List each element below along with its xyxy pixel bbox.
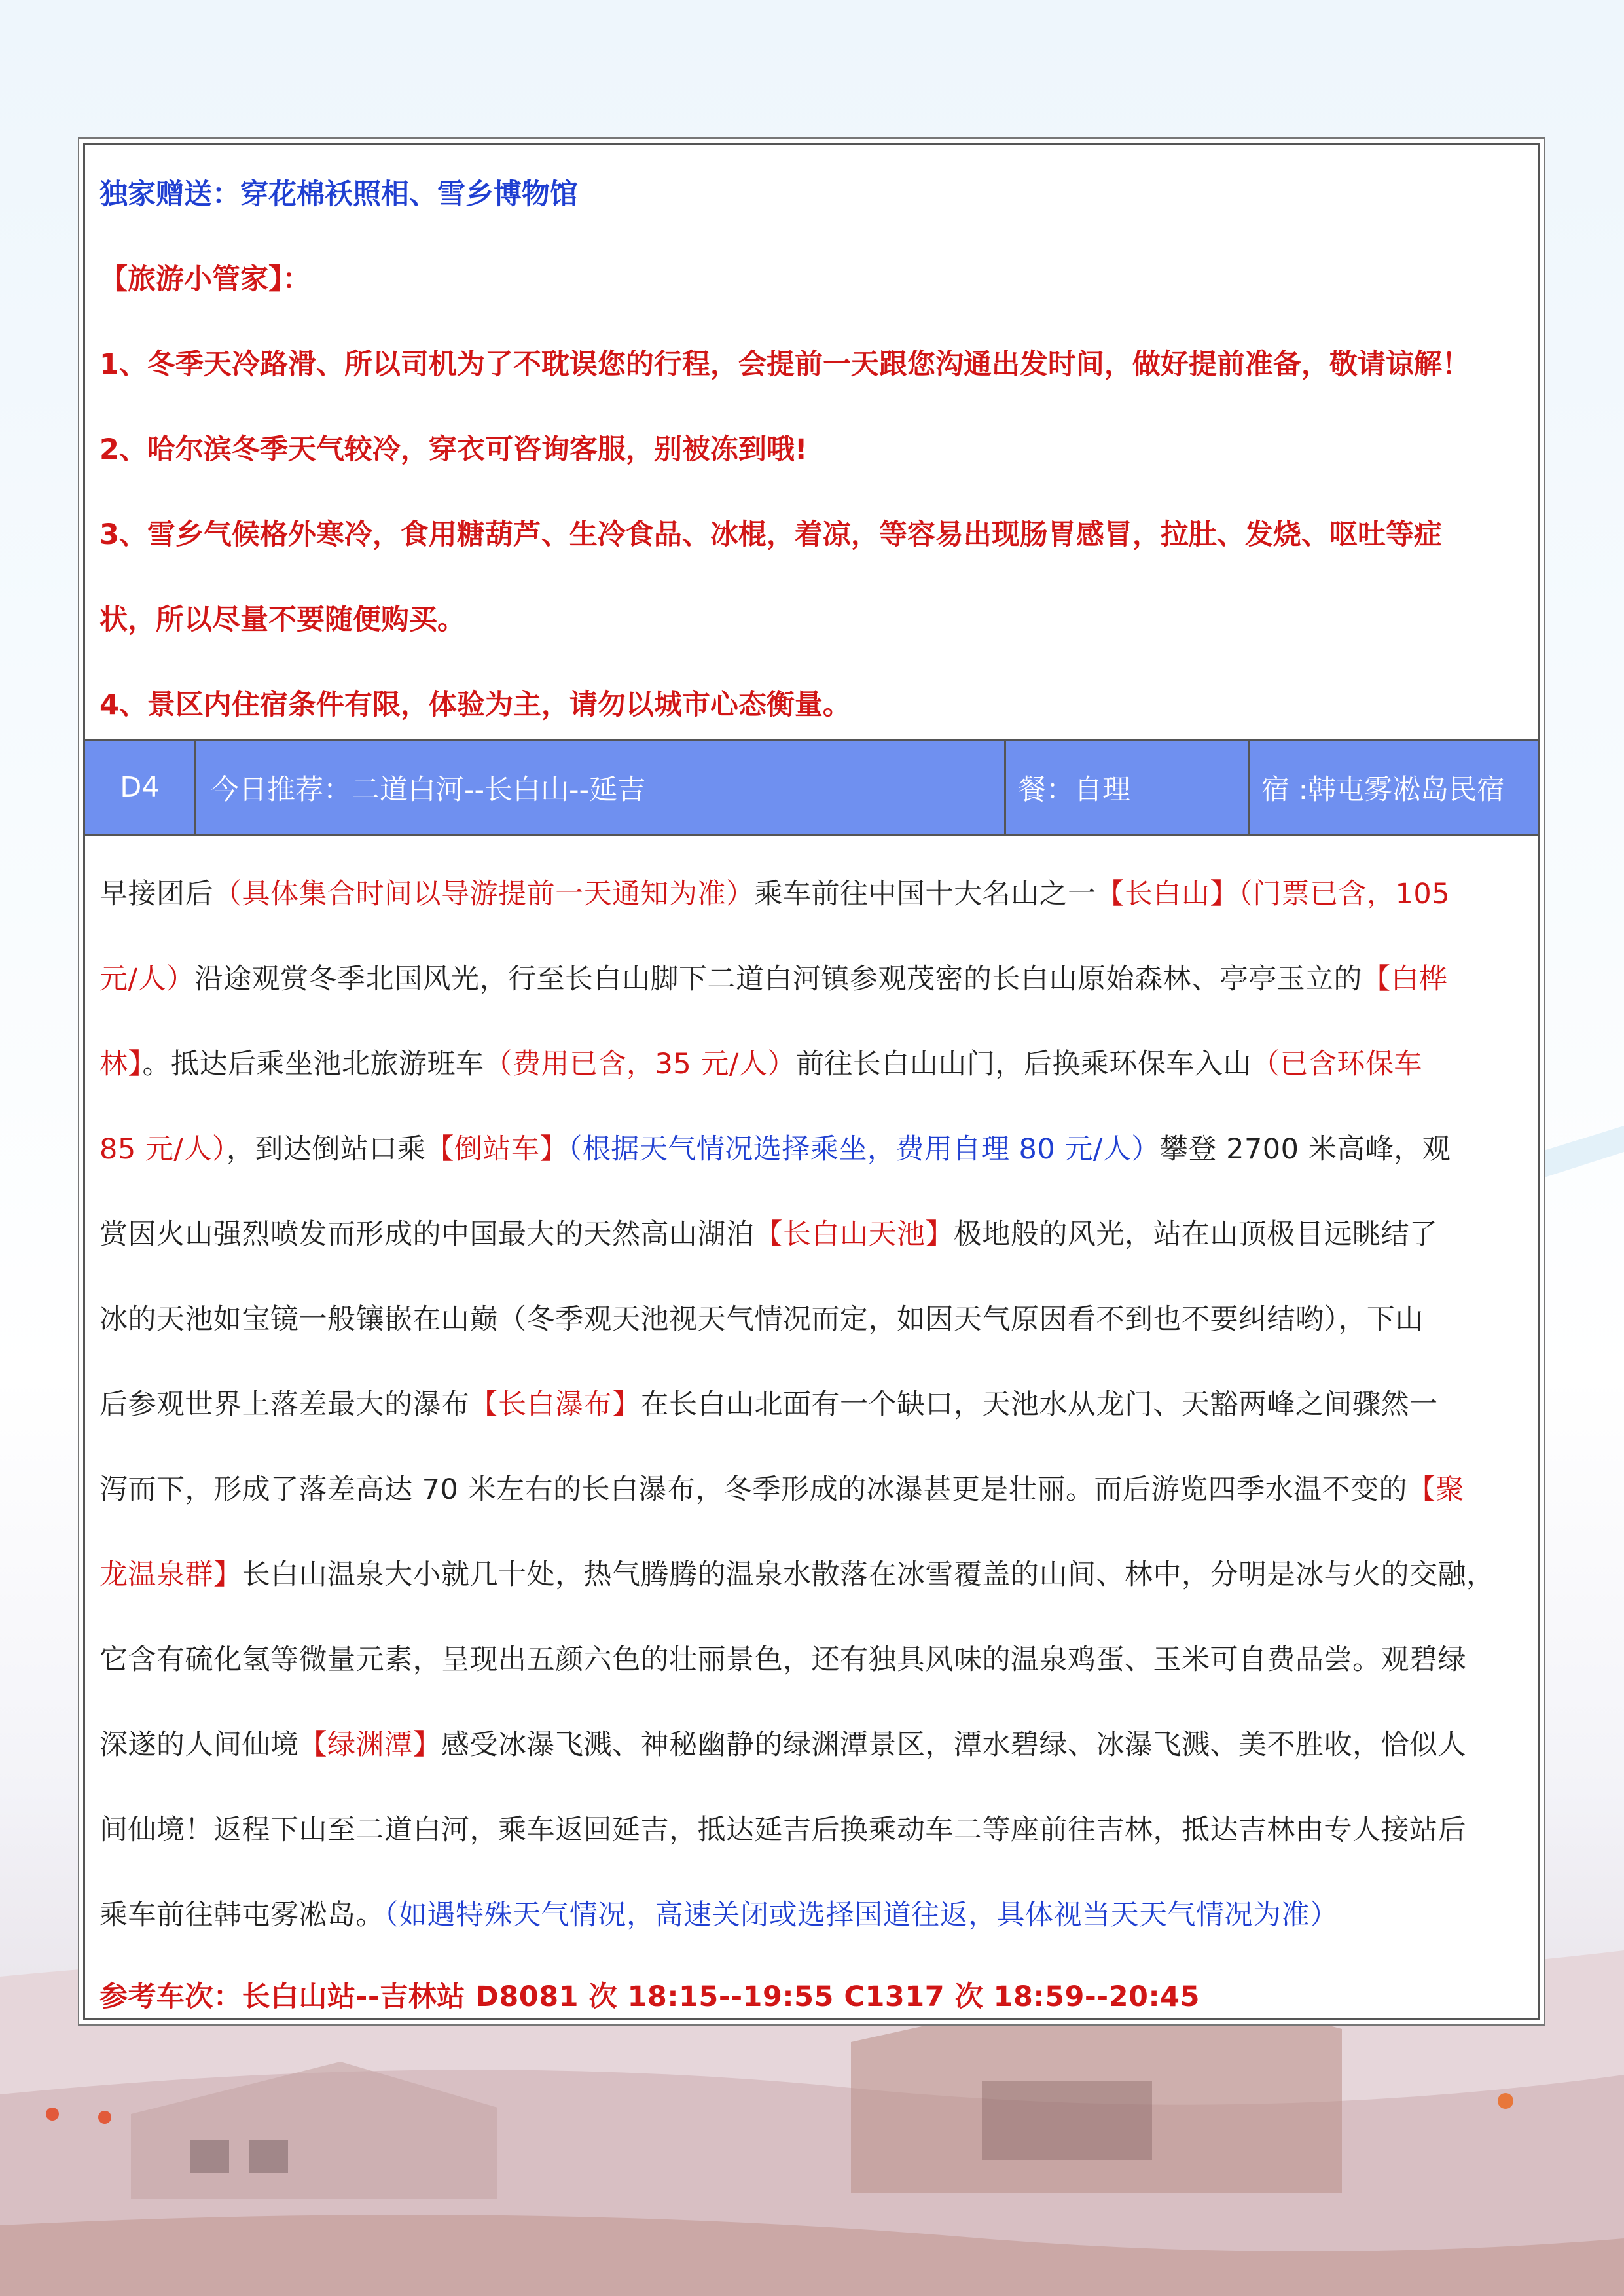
note-item-2: 2、哈尔滨冬季天气较冷，穿衣可咨询客服，别被冻到哦! [99,433,808,466]
note-item-3: 3、雪乡气候格外寒冷，食用糖葫芦、生冷食品、冰棍，着凉，等容易出现肠胃感冒，拉肚、发烧、呕吐等症 [99,518,1442,551]
itinerary-line [99,1297,1424,1337]
itinerary-segment: 感受冰瀑飞溅、神秘幽静的绿渊潭景区，潭水碧绿、冰瀑飞溅、美不胜收，恰似人 [441,1729,1466,1761]
itinerary-segment: 冰的天池如宝镜一般镶嵌在山巅（冬季观天池视天气情况而定，如因天气原因看不到也不要纠结哟），下山 [99,1303,1424,1336]
itinerary-line [99,1808,1466,1848]
itinerary-line [99,1638,1466,1677]
itinerary-segment: 它含有硫化氢等微量元素，呈现出五颜六色的壮丽景色，还有独具风味的温泉鸡蛋、玉米可自费品尝。观碧绿 [99,1643,1466,1676]
itinerary-segment: 【绿渊潭】 [298,1729,441,1761]
gift-text: 独家赠送：穿花棉袄照相、雪乡博物馆 [99,178,578,211]
itinerary-line [99,1042,1422,1082]
itinerary-segment: 参考车次：长白山站--吉林站 D8081 次 18:15--19:55 C1317 次 18:59--20:45 [99,1981,1200,2013]
itinerary-segment: 在长白山北面有一个缺口，天池水从龙门、天豁两峰之间骤然一 [640,1388,1438,1421]
itinerary-segment: （已含环保车 [1251,1048,1422,1081]
itinerary-segment: 85 元/人） [99,1133,226,1166]
itinerary-segment: 赏因火山强烈喷发而形成的中国最大的天然高山湖泊 [99,1218,755,1251]
itinerary-segment: 极地般的风光，站在山顶极目远眺结了 [954,1218,1438,1251]
itinerary-segment: （具体集合时间以导游提前一天通知为准） [213,878,755,910]
day-meal: 餐：自理 [1006,741,1250,834]
itinerary-segment: （费用已含，35 元/人） [484,1048,796,1081]
itinerary-segment: 【白桦 [1362,963,1448,996]
itinerary-line [99,1893,1339,1933]
itinerary-segment: （根据天气情况选择乘坐，费用自理 80 元/人） [568,1133,1160,1166]
itinerary-line [99,1975,1200,2015]
itinerary-segment: 【长白瀑布】 [469,1388,641,1421]
day-accommodation: 宿 :韩屯雾凇岛民宿 [1261,773,1506,806]
butler-title: 【旅游小管家】： [99,263,311,296]
itinerary-segment: 泻而下，形成了落差高达 70 米左右的长白瀑布，冬季形成的冰瀑甚更是壮丽。而后游览四季水温不变的 [99,1473,1408,1506]
itinerary-segment: 乘车前往中国十大名山之一 [754,878,1096,910]
itinerary-line [99,1212,1438,1252]
note-item-3-cont: 状，所以尽量不要随便购买。 [99,603,465,636]
itinerary-segment: 【长白山】（门票已含，105 [1096,878,1451,910]
itinerary-segment: 【聚 [1407,1473,1465,1506]
itinerary-line [99,957,1448,997]
itinerary-segment: 。抵达后乘坐池北旅游班车 [142,1048,484,1081]
note-item-1: 1、冬季天冷路滑、所以司机为了不耽误您的行程，会提前一天跟您沟通出发时间，做好提前准备，敬请谅解！ [99,348,1470,381]
itinerary-line [99,1552,1495,1592]
itinerary-segment: 【长白山天池】 [754,1218,954,1251]
itinerary-segment: 后参观世界上落差最大的瀑布 [99,1388,470,1421]
itinerary-line [99,1382,1438,1422]
itinerary-segment: ，到达倒站口乘 [226,1133,426,1166]
itinerary-segment: 元/人） [99,963,195,996]
day-route: 今日推荐：二道白河--长白山--延吉 [196,741,1006,834]
itinerary-segment: （如遇特殊天气情况，高速关闭或选择国道往返，具体视当天天气情况为准） [384,1899,1339,1931]
itinerary-line [99,1127,1451,1167]
itinerary-segment: 龙温泉群】 [99,1558,242,1591]
itinerary-segment: 间仙境！返程下山至二道白河，乘车返回延吉，抵达延吉后换乘动车二等座前往吉林，抵达吉林由专人接站后 [99,1814,1466,1846]
itinerary-segment: 深遂的人间仙境 [99,1729,299,1761]
itinerary-line [99,1723,1466,1763]
itinerary-segment: 【倒站车】 [425,1133,568,1166]
itinerary-segment: 沿途观赏冬季北国风光，行至长白山脚下二道白河镇参观茂密的长白山原始森林、亭亭玉立的 [194,963,1362,996]
itinerary-segment: 前往长白山山门，后换乘环保车入山 [795,1048,1252,1081]
itinerary-segment: 乘车前往韩屯雾凇岛。 [99,1899,384,1931]
itinerary-segment: 早接团后 [99,878,213,910]
itinerary-page [83,143,1540,2020]
note-item-4: 4、景区内住宿条件有限，体验为主，请勿以城市心态衡量。 [99,689,851,721]
day-label: D4 [85,741,196,834]
itinerary-segment: 长白山温泉大小就几十处，热气腾腾的温泉水散落在冰雪覆盖的山间、林中，分明是冰与火的交融， [242,1558,1495,1591]
travel-notes-section [85,145,1538,739]
itinerary-line [99,872,1450,912]
itinerary-segment: 林】 [99,1048,143,1081]
day-header-bar [85,739,1538,836]
itinerary-line [99,1467,1464,1507]
itinerary-segment: 攀登 2700 米高峰，观 [1159,1133,1451,1166]
